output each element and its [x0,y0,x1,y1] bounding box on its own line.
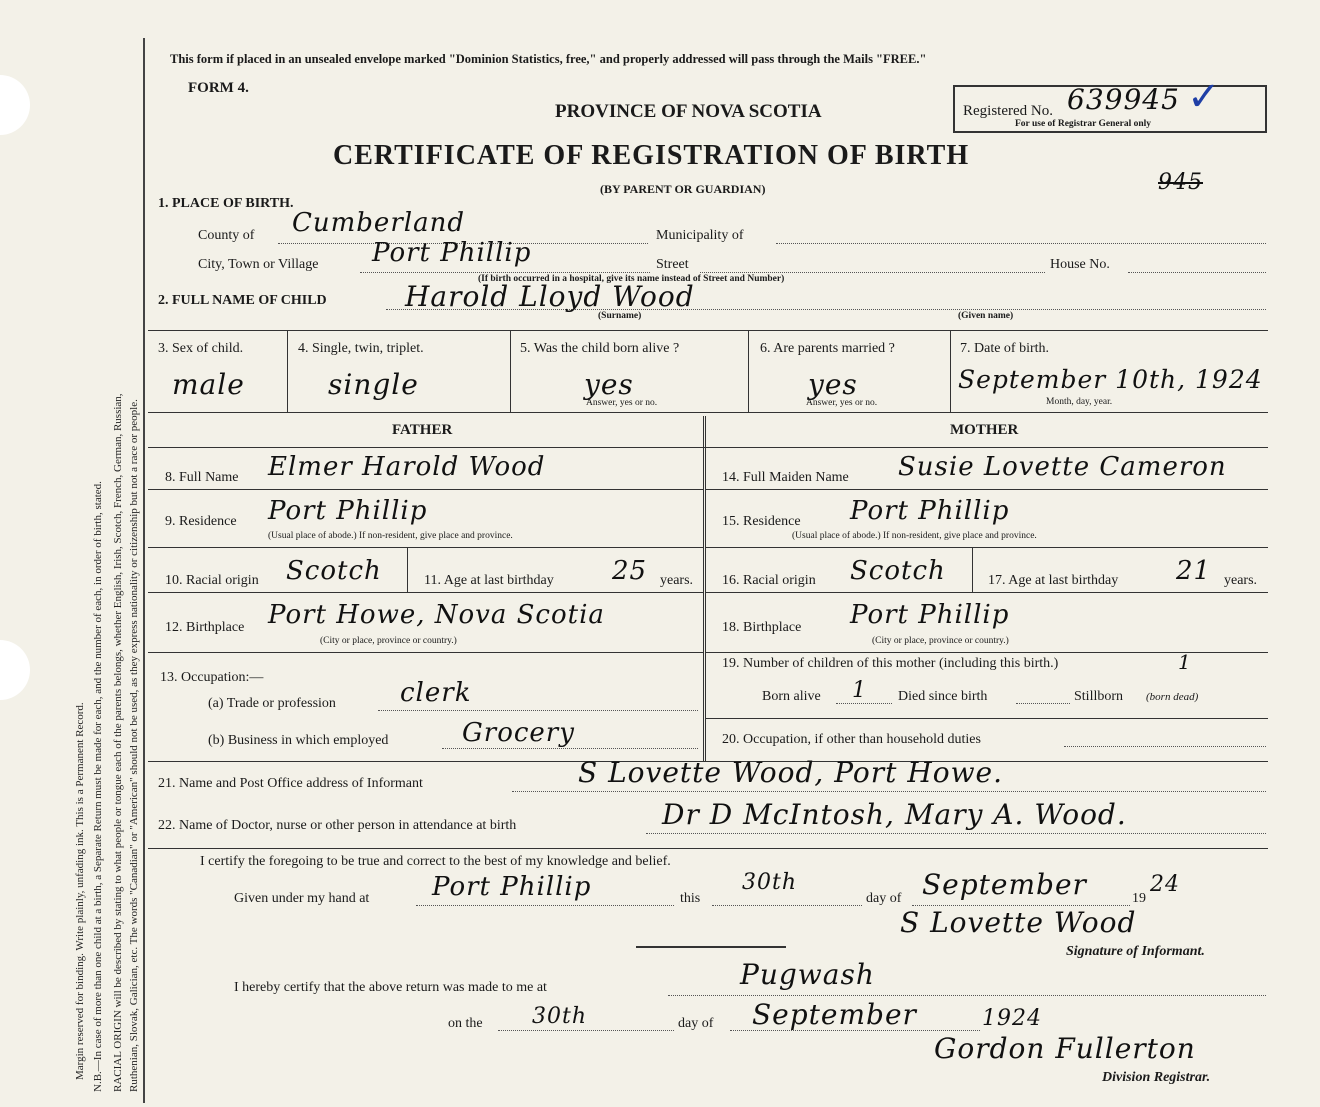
given-name-note: (Given name) [958,311,1014,321]
registrar-day-value: 30th [532,1004,588,1029]
informant-value: S Lovette Wood, Port Howe. [578,756,1004,789]
registrar-signature: Gordon Fullerton [934,1032,1196,1065]
registered-note: For use of Registrar General only [1015,119,1152,129]
free-mail-notice: This form if placed in an unsealed envelope marked "Dominion Statistics, free," and properly addressed will pass through the Mails "FREE." [170,52,927,66]
father-age-value: 25 [612,556,648,586]
date-of-birth-label: 7. Date of birth. [960,341,1050,356]
informant-label: 21. Name and Post Office address of Informant [158,776,423,791]
born-alive-count: 1 [852,678,867,703]
certificate-title: CERTIFICATE OF REGISTRATION OF BIRTH [333,140,970,171]
father-age-label: 11. Age at last birthday [424,573,554,588]
mother-residence-label: 15. Residence [722,514,801,529]
registrar-month-value: September [752,998,917,1031]
alive-answer-note: Answer, yes or no. [586,398,658,408]
mother-name-label: 14. Full Maiden Name [722,470,849,485]
trade-value: clerk [400,678,472,708]
binding-margin-rule [143,38,145,1103]
mother-birthplace-value: Port Phillip [850,600,1010,630]
mother-heading: MOTHER [950,422,1019,438]
mother-residence-note: (Usual place of abode.) If non-resident, give place and province. [792,531,1037,541]
mother-occupation-label: 20. Occupation, if other than household duties [722,732,981,747]
certify-statement: I certify the foregoing to be true and correct to the best of my knowledge and belief. [200,854,671,869]
county-label: County of [198,228,255,243]
given-day-value: 30th [742,870,798,895]
sex-label: 3. Sex of child. [158,341,244,356]
married-answer-note: Answer, yes or no. [806,398,878,408]
punch-hole-top [0,75,30,135]
registrar-place-value: Pugwash [740,958,875,991]
margin-note-nationality: Ruthenian, Slovak, Galician, etc. The words "Canadian" or "American" should not be used, as they express nationality or citizenship but not a race or people. [128,399,140,1092]
child-name-value: Harold Lloyd Wood [405,280,695,313]
given-place-value: Port Phillip [432,872,592,902]
registered-label: Registered No. [963,103,1053,119]
occupation-label: 13. Occupation:— [160,670,264,685]
given-under-hand-label: Given under my hand at [234,891,370,906]
children-count-label: 19. Number of children of this mother (including this birth.) [722,656,1059,671]
sex-value: male [172,368,245,401]
father-birthplace-label: 12. Birthplace [165,620,245,635]
business-label: (b) Business in which employed [208,733,389,748]
father-residence-label: 9. Residence [165,514,237,529]
certificate-subtitle: (BY PARENT OR GUARDIAN) [600,182,766,196]
stillborn-label: Stillborn [1074,689,1124,704]
stillborn-note: (born dead) [1146,691,1199,703]
mother-birthplace-note: (City or place, province or country.) [872,636,1009,646]
doctor-value: Dr D McIntosh, Mary A. Wood. [662,798,1127,831]
born-alive-question: 5. Was the child born alive ? [520,341,680,356]
mother-age-value: 21 [1176,556,1212,586]
parents-married-value: yes [808,368,858,401]
plurality-value: single [328,368,419,401]
father-age-years: years. [660,573,694,588]
street-label: Street [656,257,689,272]
registrar-year-value: 1924 [982,1006,1042,1031]
margin-note-racial-origin: RACIAL ORIGIN will be described by stating to what people or tongue each of the parents belongs, whether English, Irish, Scotch, French, German, Russian, [112,393,124,1092]
father-racial-origin-value: Scotch [286,556,382,586]
mother-age-years: years. [1224,573,1258,588]
died-since-birth-label: Died since birth [898,689,988,704]
registrar-statement: I hereby certify that the above return was made to me at [234,980,547,995]
year-prefix: 19 [1132,891,1146,906]
business-value: Grocery [462,718,575,748]
city-label: City, Town or Village [198,257,319,272]
father-name-label: 8. Full Name [165,470,239,485]
mother-racial-origin-value: Scotch [850,556,946,586]
registrar-day-of-label: day of [678,1016,714,1031]
province-heading: PROVINCE OF NOVA SCOTIA [555,101,822,122]
mother-age-label: 17. Age at last birthday [988,573,1119,588]
mother-birthplace-label: 18. Birthplace [722,620,802,635]
father-residence-note: (Usual place of abode.) If non-resident, give place and province. [268,531,513,541]
municipality-label: Municipality of [656,228,744,243]
registered-number: 639945 [1067,83,1180,116]
children-count-value: 1 [1178,650,1192,674]
date-of-birth-note: Month, day, year. [1046,397,1113,407]
county-value: Cumberland [292,208,465,238]
this-label: this [680,891,701,906]
place-of-birth-heading: 1. PLACE OF BIRTH. [158,196,294,211]
city-value: Port Phillip [372,238,532,268]
doctor-label: 22. Name of Doctor, nurse or other person in attendance at birth [158,818,517,833]
trade-label: (a) Trade or profession [208,696,336,711]
father-residence-value: Port Phillip [268,496,428,526]
father-birthplace-note: (City or place, province or country.) [320,636,457,646]
born-alive-label: Born alive [762,689,821,704]
hospital-note: (If birth occurred in a hospital, give its name instead of Street and Number) [478,274,785,284]
father-name-value: Elmer Harold Wood [268,452,546,482]
father-birthplace-value: Port Howe, Nova Scotia [268,600,605,630]
registered-number-box [953,74,1267,133]
given-month-value: September [922,868,1087,901]
day-of-label: day of [866,891,902,906]
punch-hole-bottom [0,640,30,700]
given-year-value: 24 [1150,872,1180,897]
house-number-label: House No. [1050,257,1110,272]
mother-name-value: Susie Lovette Cameron [898,452,1227,482]
on-the-label: on the [448,1016,483,1031]
informant-signature: S Lovette Wood [900,906,1137,939]
form-number: FORM 4. [188,80,249,96]
division-registrar-label: Division Registrar. [1102,1070,1211,1085]
date-of-birth-value: September 10th, 1924 [958,365,1263,394]
corner-number: 945 [1158,170,1203,195]
born-alive-value: yes [584,368,634,401]
mother-residence-value: Port Phillip [850,496,1010,526]
surname-note: (Surname) [598,311,642,321]
registrar-check-mark: ✓ [1187,74,1221,119]
margin-note-binding: Margin reserved for binding. Write plainly, unfading ink. This is a Permanent Record. [74,702,86,1080]
mother-racial-origin-label: 16. Racial origin [722,573,816,588]
margin-note-multiple-births: N.B.—In case of more than one child at a birth, a Separate Return must be made for each, and the number of each, in order of birth, stated. [92,481,104,1092]
parents-married-question: 6. Are parents married ? [760,341,895,356]
plurality-label: 4. Single, twin, triplet. [298,341,424,356]
father-racial-origin-label: 10. Racial origin [165,573,259,588]
signature-of-informant-label: Signature of Informant. [1066,944,1205,959]
child-name-label: 2. FULL NAME OF CHILD [158,293,327,308]
father-heading: FATHER [392,422,453,438]
